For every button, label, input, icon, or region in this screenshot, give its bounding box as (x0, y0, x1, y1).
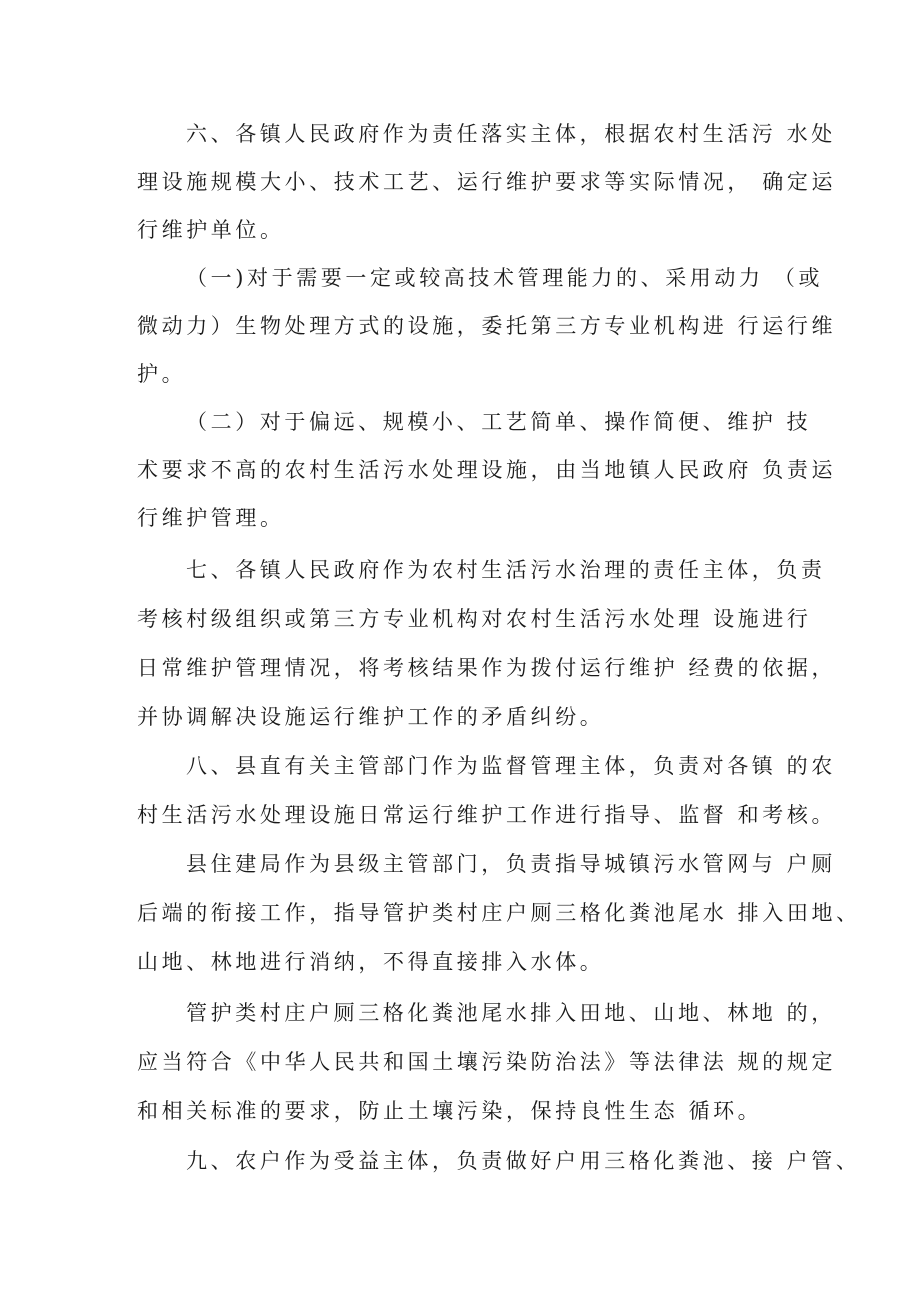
text-line: 七、各镇人民政府作为农村生活污水治理的责任主体，负责 (186, 558, 826, 582)
text-line: 县住建局作为县级主管部门，负责指导城镇污水管网与 户厕 (186, 852, 836, 876)
text-line: 应当符合《中华人民共和国土壤污染防治法》等法律法 规的规定 (137, 1050, 837, 1074)
text-line: （一)对于需要一定或较高技术管理能力的、采用动力 （或 (186, 266, 824, 290)
text-line: 山地、林地进行消纳，不得直接排入水体。 (137, 950, 605, 974)
text-line: （二）对于偏远、规模小、工艺简单、操作简便、维护 技 (186, 410, 812, 434)
text-line: 考核村级组织或第三方专业机构对农村生活污水处理 设施进行 (137, 607, 812, 631)
text-line: 和相关标准的要求，防止土壤污染，保持良性生态 循环。 (137, 1099, 763, 1123)
text-line: 日常维护管理情况，将考核结果作为拨付运行维护 经费的依据， (137, 656, 837, 680)
text-line: 理设施规模大小、技术工艺、运行维护要求等实际情况， 确定运 (137, 170, 837, 194)
text-line: 术要求不高的农村生活污水处理设施，由当地镇人民政府 负责运 (137, 458, 837, 482)
text-line: 管护类村庄户厕三格化粪池尾水排入田地、山地、林地 的， (186, 1001, 836, 1025)
text-line: 行维护单位。 (137, 218, 285, 242)
text-line: 后端的衔接工作，指导管护类村庄户厕三格化粪池尾水 排入田地、 (137, 901, 861, 925)
text-line: 村生活污水处理设施日常运行维护工作进行指导、监督 和考核。 (137, 803, 837, 827)
text-line: 并协调解决设施运行维护工作的矛盾纠纷。 (137, 705, 605, 729)
text-line: 行维护管理。 (137, 506, 285, 530)
text-line: 护。 (137, 362, 187, 386)
text-line: 八、县直有关主管部门作为监督管理主体，负责对各镇 的农 (186, 754, 836, 778)
text-line: 九、农户作为受益主体，负责做好户用三格化粪池、接 户管、 (186, 1149, 861, 1173)
text-line: 微动力）生物处理方式的设施，委托第三方专业机构进 行运行维 (137, 314, 837, 338)
text-line: 六、各镇人民政府作为责任落实主体，根据农村生活污 水处 (186, 122, 836, 146)
